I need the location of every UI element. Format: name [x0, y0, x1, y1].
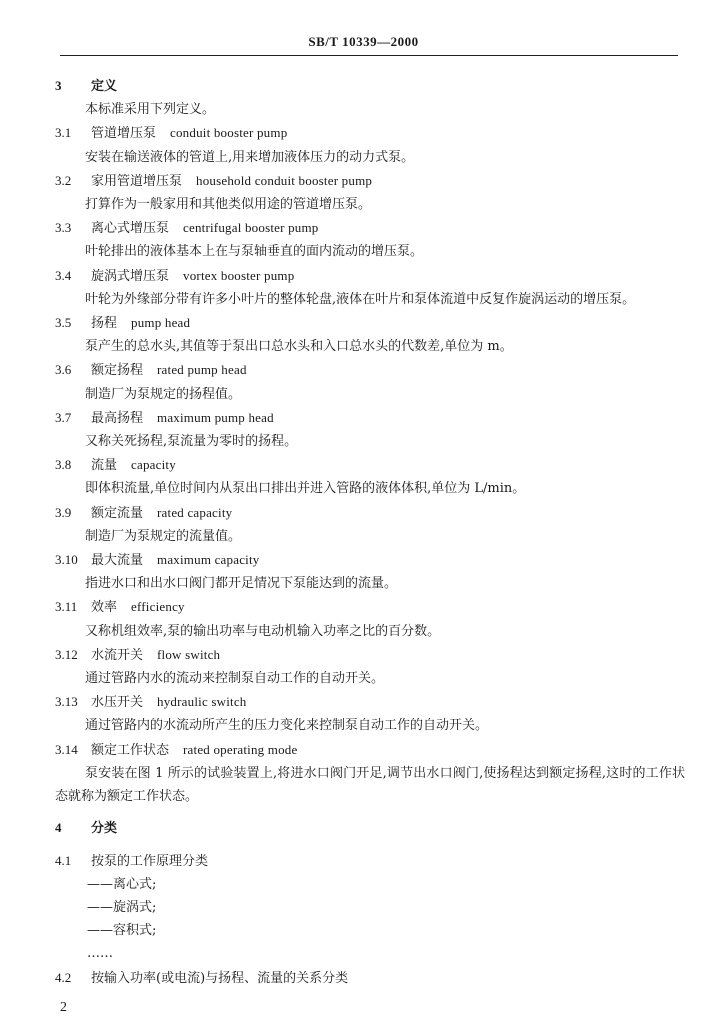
- term-zh: 流量: [91, 458, 118, 474]
- term-en: rated operating mode: [183, 741, 298, 757]
- clause-4-2-heading: [55, 966, 685, 990]
- clause-number: 3.6: [55, 362, 72, 378]
- clause-number: 3.5: [55, 315, 72, 331]
- definition-3-14-term: [55, 738, 685, 762]
- term-en: hydraulic switch: [157, 694, 247, 710]
- definition-3-6-text: 制造厂为泵规定的扬程值。: [85, 386, 242, 402]
- definition-3-1-text: 安装在输送液体的管道上,用来增加液体压力的动力式泵。: [85, 149, 415, 165]
- definition-3-6-term: [55, 358, 685, 382]
- term-en: pump head: [131, 315, 191, 331]
- term-zh: 旋涡式增压泵: [91, 268, 170, 284]
- definition-3-4-term: [55, 264, 685, 288]
- header-rule: [60, 55, 678, 56]
- definition-3-5-text: 泵产生的总水头,其值等于泵出口总水头和入口总水头的代数差,单位为 m。: [85, 339, 513, 355]
- definition-3-9-text: 制造厂为泵规定的流量值。: [85, 528, 242, 544]
- term-en: maximum pump head: [157, 409, 274, 425]
- list-item: ——容积式;: [87, 923, 157, 939]
- definition-3-8-term: [55, 453, 685, 477]
- page-number: 2: [60, 1000, 67, 1015]
- list-item: ——旋涡式;: [87, 899, 157, 915]
- clause-number: 3.10: [55, 552, 78, 568]
- definition-3-10-term: [55, 548, 685, 572]
- term-zh: 额定流量: [91, 505, 144, 521]
- clause-number: 4.2: [55, 969, 72, 985]
- definition-3-3-text: 叶轮排出的液体基本上在与泵轴垂直的面内流动的增压泵。: [85, 244, 424, 260]
- section-title: 分类: [91, 821, 118, 837]
- term-en: capacity: [131, 457, 176, 473]
- clause-number: 3.3: [55, 220, 72, 236]
- section-number: 4: [55, 820, 62, 836]
- term-zh: 额定扬程: [91, 363, 144, 379]
- definition-3-7-term: [55, 406, 685, 430]
- term-zh: 扬程: [91, 316, 118, 332]
- clause-number: 3.12: [55, 646, 78, 662]
- term-en: conduit booster pump: [170, 125, 288, 141]
- section-number: 3: [55, 78, 62, 93]
- term-en: rated capacity: [157, 504, 233, 520]
- section-4-heading: [55, 816, 685, 840]
- clause-number: 3.11: [55, 599, 78, 615]
- definition-3-1-term: [55, 121, 685, 145]
- term-zh: 管道增压泵: [91, 126, 157, 142]
- term-zh: 额定工作状态: [91, 742, 170, 758]
- term-zh: 最高扬程: [91, 410, 144, 426]
- section-3-intro: 本标准采用下列定义。: [85, 102, 216, 118]
- term-en: rated pump head: [157, 362, 247, 378]
- clause-title: 按输入功率(或电流)与扬程、流量的关系分类: [91, 970, 349, 986]
- standard-code-header: SB/T 10339—2000: [308, 34, 419, 49]
- definition-3-5-term: [55, 311, 685, 335]
- term-en: vortex booster pump: [183, 267, 295, 283]
- clause-4-1-heading: [55, 849, 685, 873]
- section-title: 定义: [91, 79, 118, 94]
- clause-number: 3.2: [55, 172, 72, 188]
- clause-number: 3.13: [55, 694, 78, 710]
- list-item: ——离心式;: [87, 876, 157, 892]
- clause-number: 3.8: [55, 457, 72, 473]
- term-zh: 水压开关: [91, 695, 144, 711]
- definition-3-3-term: [55, 216, 685, 240]
- term-zh: 离心式增压泵: [91, 221, 170, 237]
- section-3-heading: [55, 74, 685, 98]
- clause-number: 3.4: [55, 267, 72, 283]
- term-zh: 水流开关: [91, 647, 144, 663]
- definition-3-13-term: [55, 690, 685, 714]
- clause-number: 3.7: [55, 409, 72, 425]
- term-en: household conduit booster pump: [196, 172, 373, 188]
- definition-3-14-text: 泵安装在图 1 所示的试验装置上,将进水口阀门开足,调节出水口阀门,使扬程达到额定扬程,这时的工作状态就称为额定工作状态。: [55, 765, 685, 805]
- clause-number: 3.9: [55, 504, 72, 520]
- clause-number: 4.1: [55, 852, 72, 868]
- definition-3-8-text: 即体积流量,单位时间内从泵出口排出并进入管路的液体体积,单位为 L/min。: [85, 481, 526, 497]
- clause-number: 3.1: [55, 125, 72, 141]
- term-en: maximum capacity: [157, 552, 260, 568]
- term-en: flow switch: [157, 646, 221, 662]
- definition-3-7-text: 又称关死扬程,泵流量为零时的扬程。: [85, 434, 298, 450]
- definition-3-2-text: 打算作为一般家用和其他类似用途的管道增压泵。: [85, 197, 372, 213]
- definition-3-10-text: 指进水口和出水口阀门都开足情况下泵能达到的流量。: [85, 576, 398, 592]
- definition-3-11-text: 又称机组效率,泵的输出功率与电动机输入功率之比的百分数。: [85, 623, 441, 639]
- term-en: centrifugal booster pump: [183, 220, 319, 236]
- list-ellipsis: ……: [87, 946, 113, 962]
- definition-3-12-text: 通过管路内水的流动来控制泵自动工作的自动开关。: [85, 671, 385, 687]
- document-body: [55, 74, 685, 990]
- definition-3-11-term: [55, 595, 685, 619]
- term-zh: 家用管道增压泵: [91, 173, 183, 189]
- term-zh: 效率: [91, 600, 118, 616]
- clause-number: 3.14: [55, 741, 78, 757]
- definition-3-9-term: [55, 501, 685, 525]
- definition-3-2-term: [55, 169, 685, 193]
- term-zh: 最大流量: [91, 553, 144, 569]
- clause-title: 按泵的工作原理分类: [91, 853, 209, 869]
- definition-3-13-text: 通过管路内的水流动所产生的压力变化来控制泵自动工作的自动开关。: [85, 718, 489, 734]
- term-en: efficiency: [131, 599, 185, 615]
- definition-3-4-text: 叶轮为外缘部分带有许多小叶片的整体轮盘,液体在叶片和泵体流道中反复作旋涡运动的增压泵。: [85, 291, 636, 307]
- definition-3-12-term: [55, 643, 685, 667]
